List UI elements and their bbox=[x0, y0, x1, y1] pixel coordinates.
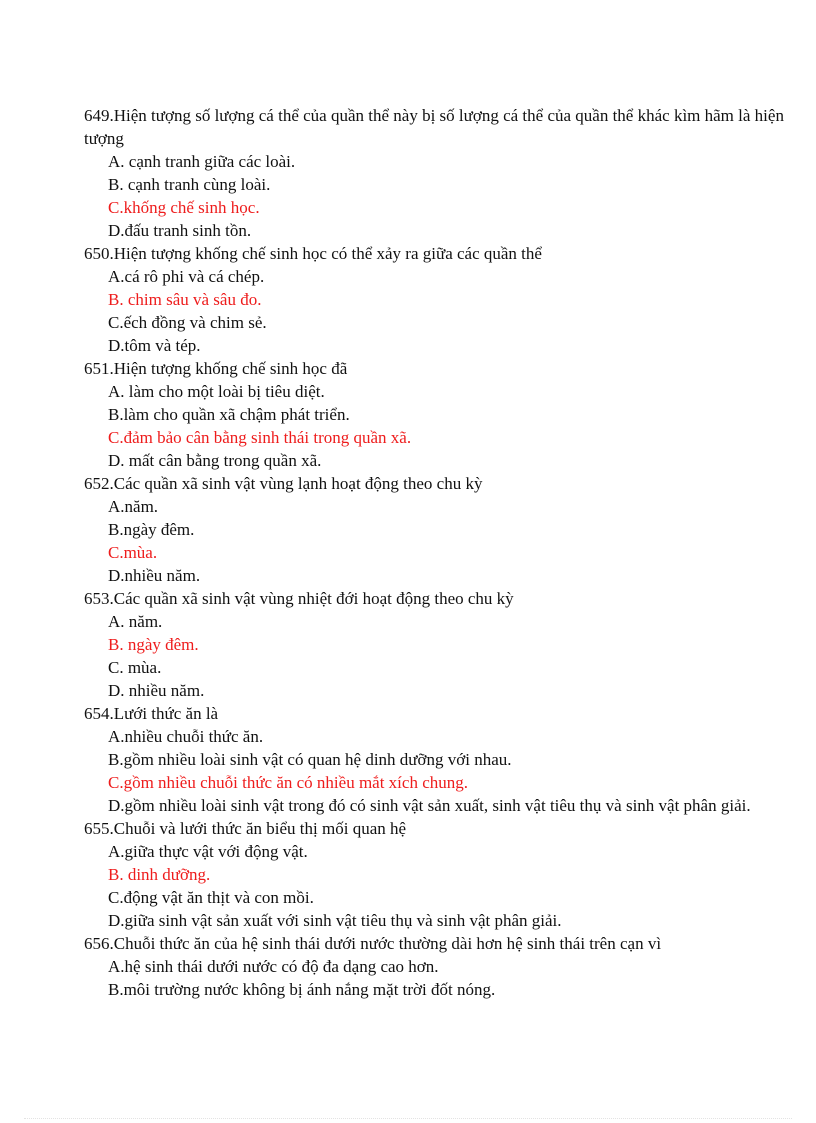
question-stem: 654.Lưới thức ăn là bbox=[84, 704, 219, 723]
document-page bbox=[84, 104, 784, 1001]
question-block bbox=[84, 104, 784, 242]
answer-option-correct: B. chim sâu và sâu đo. bbox=[108, 290, 262, 309]
answer-option: C.động vật ăn thịt và con mồi. bbox=[108, 888, 314, 907]
question-stem: 649.Hiện tượng số lượng cá thể của quần thể này bị số lượng cá thể của quần thể khác kìm hãm là hiện tượng bbox=[84, 106, 784, 148]
answer-option: D.giữa sinh vật sản xuất với sinh vật tiêu thụ và sinh vật phân giải. bbox=[108, 911, 562, 930]
question-block bbox=[84, 817, 784, 932]
answer-option: D. mất cân bằng trong quần xã. bbox=[108, 451, 322, 470]
answer-option: C.ếch đồng và chim sẻ. bbox=[108, 313, 267, 332]
question-stem: 650.Hiện tượng khống chế sinh học có thể xảy ra giữa các quần thể bbox=[84, 244, 542, 263]
answer-option: A. làm cho một loài bị tiêu diệt. bbox=[108, 382, 325, 401]
question-block bbox=[84, 472, 784, 587]
answer-option: D.gồm nhiều loài sinh vật trong đó có sinh vật sản xuất, sinh vật tiêu thụ và sinh vật phân giải. bbox=[108, 796, 751, 815]
answer-option: B.ngày đêm. bbox=[108, 520, 195, 539]
question-stem: 651.Hiện tượng khống chế sinh học đã bbox=[84, 359, 348, 378]
answer-option: D.tôm và tép. bbox=[108, 336, 201, 355]
answer-option-correct: C.gồm nhiều chuỗi thức ăn có nhiều mắt xích chung. bbox=[108, 773, 468, 792]
answer-option: A.giữa thực vật với động vật. bbox=[108, 842, 308, 861]
question-block bbox=[84, 932, 784, 1001]
page-bottom-divider bbox=[24, 1118, 792, 1119]
answer-option-correct: C.khống chế sinh học. bbox=[108, 198, 260, 217]
question-block bbox=[84, 242, 784, 357]
answer-option: B.làm cho quần xã chậm phát triển. bbox=[108, 405, 350, 424]
answer-option-correct: C.đảm bảo cân bằng sinh thái trong quần xã. bbox=[108, 428, 412, 447]
answer-option-correct: B. dinh dưỡng. bbox=[108, 865, 211, 884]
answer-option: B. cạnh tranh cùng loài. bbox=[108, 175, 271, 194]
question-stem: 652.Các quần xã sinh vật vùng lạnh hoạt động theo chu kỳ bbox=[84, 474, 483, 493]
answer-option: B.gồm nhiều loài sinh vật có quan hệ dinh dưỡng với nhau. bbox=[108, 750, 512, 769]
answer-option: A. năm. bbox=[108, 612, 163, 631]
question-list bbox=[84, 104, 784, 1001]
question-stem: 653.Các quần xã sinh vật vùng nhiệt đới hoạt động theo chu kỳ bbox=[84, 589, 514, 608]
answer-option-correct: C.mùa. bbox=[108, 543, 158, 562]
answer-option: C. mùa. bbox=[108, 658, 162, 677]
answer-option-correct: B. ngày đêm. bbox=[108, 635, 199, 654]
answer-option: A. cạnh tranh giữa các loài. bbox=[108, 152, 296, 171]
question-block bbox=[84, 357, 784, 472]
answer-option: A.cá rô phi và cá chép. bbox=[108, 267, 265, 286]
question-stem: 655.Chuỗi và lưới thức ăn biểu thị mối quan hệ bbox=[84, 819, 407, 838]
question-block bbox=[84, 587, 784, 702]
question-stem: 656.Chuỗi thức ăn của hệ sinh thái dưới nước thường dài hơn hệ sinh thái trên cạn vì bbox=[84, 934, 662, 953]
answer-option: D. nhiều năm. bbox=[108, 681, 205, 700]
answer-option: B.môi trường nước không bị ánh nắng mặt trời đốt nóng. bbox=[108, 980, 496, 999]
answer-option: A.hệ sinh thái dưới nước có độ đa dạng cao hơn. bbox=[108, 957, 439, 976]
question-block bbox=[84, 702, 784, 817]
answer-option: A.nhiều chuỗi thức ăn. bbox=[108, 727, 264, 746]
answer-option: D.nhiều năm. bbox=[108, 566, 201, 585]
answer-option: A.năm. bbox=[108, 497, 159, 516]
answer-option: D.đấu tranh sinh tồn. bbox=[108, 221, 252, 240]
